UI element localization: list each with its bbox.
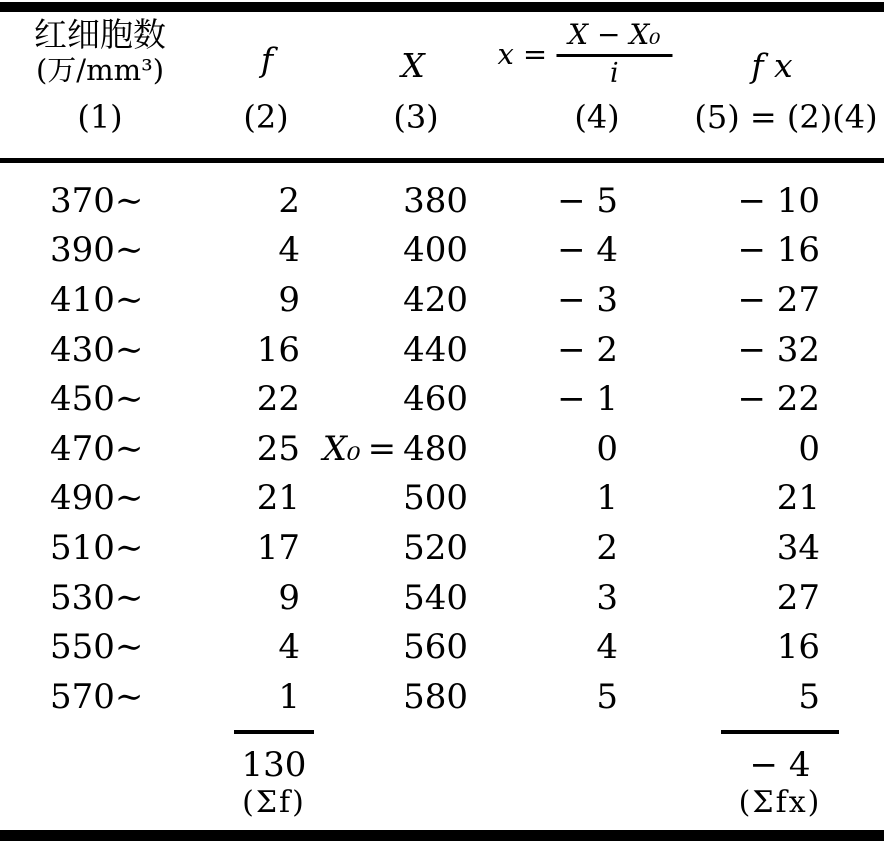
cell-fx: 27 [776,577,820,618]
cell-fx: 16 [776,627,820,668]
cell-interval: 370∼ [50,180,144,221]
cell-X: 400 [403,230,468,271]
cell-f: 21 [256,478,300,519]
cell-interval: 510∼ [50,527,144,568]
cell-f: 2 [278,180,300,221]
table-row [0,622,884,672]
table-row [0,176,884,226]
cell-interval: 530∼ [50,577,144,618]
table-row [0,226,884,276]
table-row [0,672,884,722]
cell-X: 520 [403,527,468,568]
fx-total-rule [721,730,839,734]
table-top-rule [0,2,884,12]
table-row [0,474,884,524]
cell-fx: − 27 [737,279,820,320]
cell-f: 25 [256,428,300,469]
cell-f: 17 [256,527,300,568]
column-header-rbc-title: 红细胞数 [34,15,166,54]
cell-x: − 1 [557,379,618,420]
cell-f: 16 [256,329,300,370]
column-header-X: X [401,46,425,85]
cell-fx: − 16 [737,230,820,271]
cell-x: 0 [596,428,618,469]
table-row [0,573,884,623]
cell-fx: − 10 [737,180,820,221]
formula-fraction [556,20,672,89]
column-number-1: (1) [77,98,123,136]
cell-X: 580 [403,676,468,717]
table-header-rule [0,158,884,163]
formula-equals-sign: = [522,37,548,72]
cell-fx: 34 [776,527,820,568]
cell-x: 1 [596,478,618,519]
cell-x: 2 [596,527,618,568]
cell-x: − 5 [557,180,618,221]
cell-X: 440 [403,329,468,370]
x0-symbol: X₀ [322,428,361,469]
column-number-2: (2) [243,98,289,136]
cell-interval: 410∼ [50,279,144,320]
cell-interval: 550∼ [50,627,144,668]
cell-interval: 490∼ [50,478,144,519]
cell-X-anchor [300,429,468,469]
cell-fx: − 32 [737,329,820,370]
cell-f: 22 [256,379,300,420]
cell-f: 9 [278,279,300,320]
cell-interval: 390∼ [50,230,144,271]
cell-X: 380 [403,180,468,221]
f-total-rule [234,730,314,734]
f-sum-label: (Σf) [242,785,306,820]
table-row [0,275,884,325]
cell-interval: 450∼ [50,379,144,420]
x0-equals: = [367,428,397,469]
cell-fx: 21 [776,478,820,519]
formula-denominator: i [610,57,619,89]
cell-f: 4 [278,627,300,668]
table-row [0,325,884,375]
f-sum-value: 130 [241,745,307,785]
table-row [0,523,884,573]
fx-sum-label: (Σfx) [738,785,822,820]
formula-lhs-variable: x [497,37,514,72]
column-header-rbc-unit: (万/mm³) [35,52,165,87]
cell-x: 4 [596,627,618,668]
column-number-3: (3) [393,98,439,136]
cell-x: − 4 [557,230,618,271]
x0-value: 480 [403,428,468,469]
cell-fx: − 22 [737,379,820,420]
formula-numerator: X − X₀ [556,20,672,57]
column-header-x-formula [497,20,672,89]
cell-X: 540 [403,577,468,618]
table-body [0,176,884,722]
cell-interval: 470∼ [50,428,144,469]
table-bottom-rule [0,830,884,841]
table-row [0,374,884,424]
fx-column-total [716,730,844,818]
column-header-f: f [260,40,274,79]
cell-x: 5 [596,676,618,717]
cell-fx: 5 [798,676,820,717]
cell-interval: 430∼ [50,329,144,370]
cell-fx: 0 [798,428,820,469]
cell-X: 560 [403,627,468,668]
fx-sum-value: − 4 [749,745,811,785]
column-header-rbc [0,15,200,87]
cell-X: 500 [403,478,468,519]
table-row [0,424,884,474]
cell-x: 3 [596,577,618,618]
column-header-fx: f x [751,46,793,85]
cell-f: 1 [278,676,300,717]
cell-x: − 2 [557,329,618,370]
cell-f: 4 [278,230,300,271]
cell-f: 9 [278,577,300,618]
cell-X: 420 [403,279,468,320]
column-number-4: (4) [574,98,620,136]
cell-X: 460 [403,379,468,420]
cell-x: − 3 [557,279,618,320]
column-number-5: (5) = (2)(4) [694,98,878,136]
f-column-total [228,730,320,818]
cell-interval: 570∼ [50,676,144,717]
